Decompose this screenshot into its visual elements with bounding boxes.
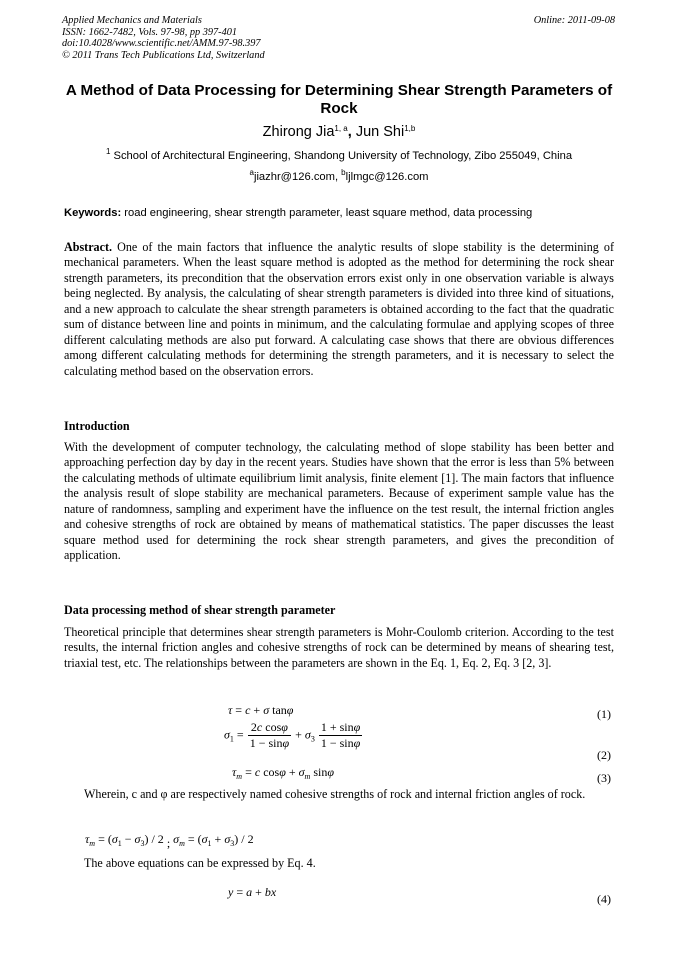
wherein-text: Wherein, c and φ are respectively named cohesive strengths of rock and internal friction angles of rock. <box>84 787 586 801</box>
equation-1: τ = c + σ tanφ <box>228 703 294 717</box>
authors: Zhirong Jia$^{1, a}$, Jun Shi$^{1,b}$ <box>262 124 416 140</box>
equation-2: $\sigma_1$ = $\frac{\text{2c cosφ}}{1 - \sin\varphi}$ + $\sigma_3$ $\frac{1 + \sin\varphi}{1 - \sin\varphi}$ <box>224 720 361 750</box>
copyright: © 2011 Trans Tech Publications Ltd, Switzerland <box>62 49 265 61</box>
paper-title: A Method of Data Processing for Determining Shear Strength Parameters of Rock <box>65 82 613 117</box>
section-heading: Data processing method of shear strength parameter <box>64 603 336 617</box>
equation-4-number: (4) <box>597 892 611 906</box>
author-1: Zhirong Jia <box>262 124 335 140</box>
issn: ISSN: 1662-7482, Vols. 97-98, pp 397-401 <box>62 26 238 38</box>
affiliation: $^1$ School of Architectural Engineering, Shandong University of Technology, Zibo 255049, China <box>105 147 573 162</box>
keywords: Keywords: road engineering, shear strength parameter, least square method, data processing <box>64 207 533 219</box>
equation-4: y = a + bx <box>228 885 277 899</box>
online-date: Online: 2011-09-08 <box>533 15 615 26</box>
author-2: Jun Shi <box>355 124 405 140</box>
introduction-text: With the development of computer technology, the calculating method of slope stability has been better and approaching perfection day by day in the recent years. Studies have shown that the error is less than 5% between the calculating methods of ultimate equilibrium limit analysis, finite element [1]. The main factors that influence the analysis result of slope stability are mechanical parameters. Because of experiment sample value has the nature of randomness, sampling and experiment have the influence on the test result, the internal friction angles and cohesive strengths of rock are obtained by means of mathematical statistics. The paper discusses the least square method used for determining the rock shear strength parameters, and gives the precondition of application. <box>64 440 614 563</box>
doi: doi:10.4028/www.scientific.net/AMM.97-98.397 <box>62 38 261 49</box>
abstract: Abstract. One of the main factors that influence the analytic results of slope stability is the determining of mechanical parameters. When the least square method is adopted as the method for determining the rock shear strength parameters, its precondition that the observation errors exist only in one observation variable is always being neglected. By analysis, the calculating of shear strength parameters is divided into three kind of situations, and a new approach to calculate the shear strength parameters is obtained according to the fact that the quadratic sum of distance between line and points in minimum, and the calculating formulae and applying scopes of three different calculating methods are also put forward. A calculating case shows that there are obvious differences among different calculating methods for determining the strength parameters, and it is necessary to select the calculating method based on the observation errors. <box>64 240 614 378</box>
section-text: Theoretical principle that determines shear strength parameters is Mohr-Coulomb criterion. According to the test results, the internal friction angles and cohesive strengths of rock can be determined by means of shearing test, triaxial test, etc. The relationships between the parameters are shown in the Eq. 1, Eq. 2, Eq. 3 [2, 3]. <box>64 625 614 670</box>
equation-2-number: (2) <box>597 748 611 762</box>
expressed-text: The above equations can be expressed by Eq. 4. <box>84 856 316 870</box>
equation-1-number: (1) <box>597 707 611 721</box>
equation-3: $\tau_m = c$ $\cos\varphi + \sigma_m$ sinφ <box>232 765 334 781</box>
emails: $^a$jiazhr@126.com, $^b$ljlmgc@126.com <box>249 168 429 183</box>
tau-sigma-definitions: $\tau_m = (\sigma_1 - \sigma_3) / 2$ ; $\sigma_m = (\sigma_1 + \sigma_3) / 2$ <box>85 832 254 850</box>
journal-header <box>62 15 265 61</box>
introduction-heading: Introduction <box>64 419 130 433</box>
equation-3-number: (3) <box>597 771 611 785</box>
journal-name: Applied Mechanics and Materials <box>62 15 202 26</box>
